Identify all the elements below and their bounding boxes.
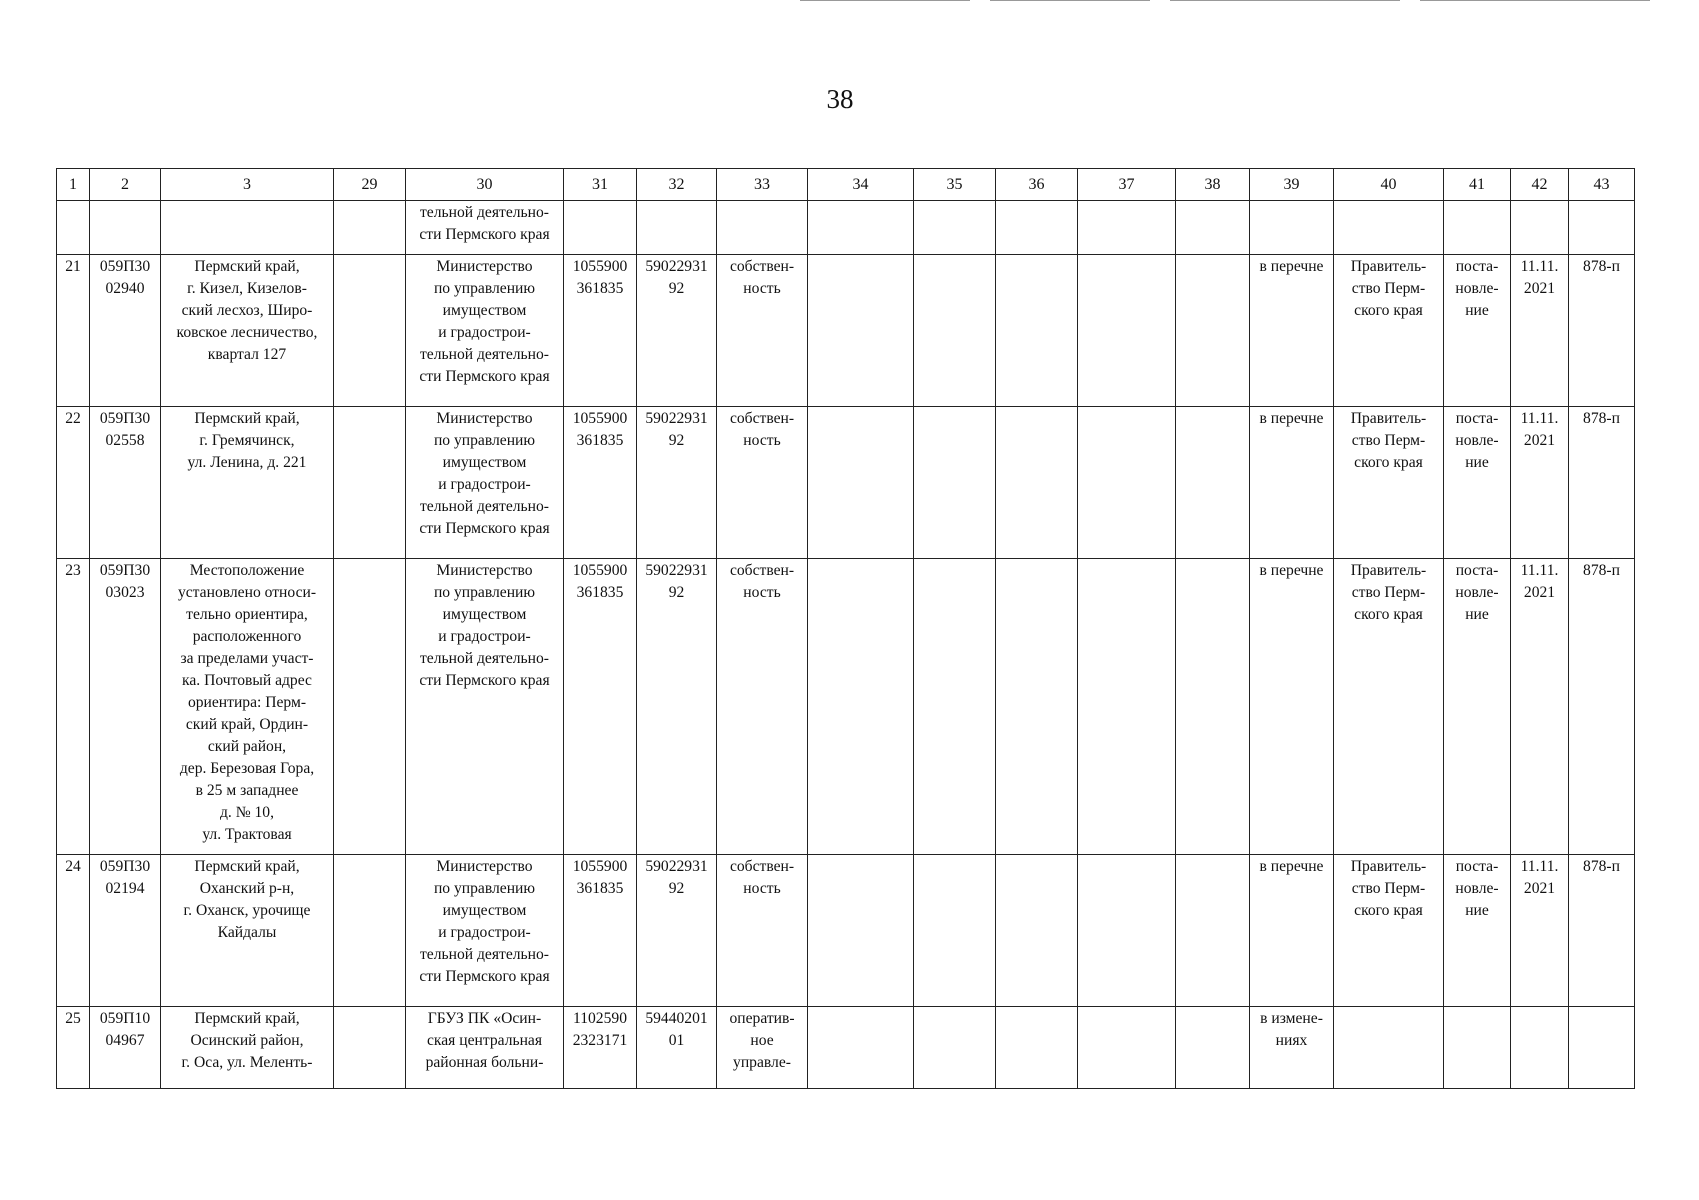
row-number-cell: 22 — [57, 407, 90, 559]
column-header: 3 — [161, 169, 334, 201]
column-header: 2 — [90, 169, 161, 201]
inn-cell: 59022931 92 — [637, 255, 717, 407]
table-cell — [808, 201, 914, 255]
right-type-cell: оператив- ное управле- — [717, 1007, 808, 1089]
table-row — [57, 201, 1635, 255]
authority-cell — [1334, 1007, 1444, 1089]
status-cell: в перечне — [1250, 855, 1334, 1007]
row-number-cell — [57, 201, 90, 255]
registry-number-cell: 059П30 03023 — [90, 559, 161, 855]
document-number-cell — [1569, 201, 1635, 255]
ogrn-cell: 1055900 361835 — [564, 255, 637, 407]
table-cell — [334, 855, 406, 1007]
registry-number-cell — [90, 201, 161, 255]
table-cell — [334, 201, 406, 255]
column-header: 30 — [406, 169, 564, 201]
table-cell — [914, 407, 996, 559]
holder-name-cell: Министерство по управлению имуществом и градострои- тельной деятельно- сти Пермского края — [406, 255, 564, 407]
table-cell — [334, 255, 406, 407]
column-header: 43 — [1569, 169, 1635, 201]
table-cell — [1176, 255, 1250, 407]
register-table — [56, 168, 1635, 1089]
column-header: 42 — [1511, 169, 1569, 201]
scan-edge-line — [1420, 0, 1650, 1]
inn-cell: 59022931 92 — [637, 855, 717, 1007]
table-cell — [1078, 407, 1176, 559]
column-number-row — [57, 169, 1635, 201]
table-cell — [1176, 559, 1250, 855]
column-header: 34 — [808, 169, 914, 201]
table-cell — [914, 1007, 996, 1089]
table-row — [57, 255, 1635, 407]
status-cell: в перечне — [1250, 255, 1334, 407]
table-cell — [996, 201, 1078, 255]
column-header: 31 — [564, 169, 637, 201]
table-row — [57, 855, 1635, 1007]
table-cell — [808, 1007, 914, 1089]
inn-cell: 59440201 01 — [637, 1007, 717, 1089]
table-cell — [1078, 559, 1176, 855]
row-number-cell: 23 — [57, 559, 90, 855]
table-row — [57, 1007, 1635, 1089]
document-date-cell: 11.11. 2021 — [1511, 407, 1569, 559]
registry-number-cell: 059П30 02940 — [90, 255, 161, 407]
table-cell — [996, 559, 1078, 855]
address-cell: Местоположение установлено относи- тельно ориентира, расположенного за пределами участ- ка. Почтовый адрес ориентира: Перм- ский край, Ордин- ский район, дер. Березовая Гора, в 25 м западнее д. № 10, ул. Трактовая — [161, 559, 334, 855]
status-cell — [1250, 201, 1334, 255]
table-cell — [334, 407, 406, 559]
table-cell — [334, 559, 406, 855]
address-cell — [161, 201, 334, 255]
table-cell — [914, 559, 996, 855]
column-header: 32 — [637, 169, 717, 201]
document-number-cell — [1569, 1007, 1635, 1089]
authority-cell: Правитель- ство Перм- ского края — [1334, 559, 1444, 855]
authority-cell: Правитель- ство Перм- ского края — [1334, 255, 1444, 407]
document-type-cell: поста- новле- ние — [1444, 255, 1511, 407]
table-cell — [808, 407, 914, 559]
table-row — [57, 559, 1635, 855]
column-header: 41 — [1444, 169, 1511, 201]
document-number-cell: 878-п — [1569, 559, 1635, 855]
row-number-cell: 25 — [57, 1007, 90, 1089]
right-type-cell — [717, 201, 808, 255]
document-date-cell — [1511, 201, 1569, 255]
column-header: 36 — [996, 169, 1078, 201]
document-number-cell: 878-п — [1569, 255, 1635, 407]
document-type-cell: поста- новле- ние — [1444, 407, 1511, 559]
status-cell: в измене- ниях — [1250, 1007, 1334, 1089]
holder-name-cell: Министерство по управлению имуществом и градострои- тельной деятельно- сти Пермского края — [406, 407, 564, 559]
inn-cell — [637, 201, 717, 255]
table-row — [57, 407, 1635, 559]
scan-edge-line — [990, 0, 1150, 1]
page-number: 38 — [826, 84, 854, 114]
table-cell — [1078, 201, 1176, 255]
address-cell: Пермский край, г. Гремячинск, ул. Ленина, д. 221 — [161, 407, 334, 559]
table-cell — [996, 1007, 1078, 1089]
column-header: 33 — [717, 169, 808, 201]
holder-name-cell: Министерство по управлению имуществом и градострои- тельной деятельно- сти Пермского края — [406, 559, 564, 855]
authority-cell — [1334, 201, 1444, 255]
table-cell — [1176, 1007, 1250, 1089]
table-cell — [1078, 1007, 1176, 1089]
ogrn-cell: 1102590 2323171 — [564, 1007, 637, 1089]
authority-cell: Правитель- ство Перм- ского края — [1334, 855, 1444, 1007]
table-cell — [1176, 407, 1250, 559]
registry-number-cell: 059П30 02194 — [90, 855, 161, 1007]
right-type-cell: собствен- ность — [717, 255, 808, 407]
table-cell — [334, 1007, 406, 1089]
registry-number-cell: 059П10 04967 — [90, 1007, 161, 1089]
document-type-cell — [1444, 201, 1511, 255]
column-header: 1 — [57, 169, 90, 201]
scan-edge-line — [1170, 0, 1400, 1]
status-cell: в перечне — [1250, 559, 1334, 855]
table-cell — [1176, 201, 1250, 255]
ogrn-cell — [564, 201, 637, 255]
column-header: 35 — [914, 169, 996, 201]
column-header: 40 — [1334, 169, 1444, 201]
right-type-cell: собствен- ность — [717, 855, 808, 1007]
column-header: 39 — [1250, 169, 1334, 201]
row-number-cell: 21 — [57, 255, 90, 407]
address-cell: Пермский край, Оханский р-н, г. Оханск, урочище Кайдалы — [161, 855, 334, 1007]
right-type-cell: собствен- ность — [717, 407, 808, 559]
column-header: 37 — [1078, 169, 1176, 201]
table-cell — [808, 559, 914, 855]
document-type-cell: поста- новле- ние — [1444, 559, 1511, 855]
document-date-cell: 11.11. 2021 — [1511, 559, 1569, 855]
document-date-cell: 11.11. 2021 — [1511, 855, 1569, 1007]
table-cell — [808, 255, 914, 407]
document-date-cell — [1511, 1007, 1569, 1089]
document-date-cell: 11.11. 2021 — [1511, 255, 1569, 407]
table-cell — [914, 201, 996, 255]
status-cell: в перечне — [1250, 407, 1334, 559]
registry-number-cell: 059П30 02558 — [90, 407, 161, 559]
document-number-cell: 878-п — [1569, 855, 1635, 1007]
inn-cell: 59022931 92 — [637, 559, 717, 855]
row-number-cell: 24 — [57, 855, 90, 1007]
column-header: 38 — [1176, 169, 1250, 201]
ogrn-cell: 1055900 361835 — [564, 855, 637, 1007]
table-cell — [996, 255, 1078, 407]
holder-name-cell: Министерство по управлению имуществом и градострои- тельной деятельно- сти Пермского края — [406, 855, 564, 1007]
table-cell — [808, 855, 914, 1007]
authority-cell: Правитель- ство Перм- ского края — [1334, 407, 1444, 559]
holder-name-cell: тельной деятельно- сти Пермского края — [406, 201, 564, 255]
table-cell — [1078, 855, 1176, 1007]
table-cell — [1078, 255, 1176, 407]
table-cell — [914, 855, 996, 1007]
document-type-cell: поста- новле- ние — [1444, 855, 1511, 1007]
inn-cell: 59022931 92 — [637, 407, 717, 559]
holder-name-cell: ГБУЗ ПК «Осин- ская центральная районная больни- — [406, 1007, 564, 1089]
table-cell — [996, 407, 1078, 559]
table-cell — [914, 255, 996, 407]
ogrn-cell: 1055900 361835 — [564, 407, 637, 559]
table-cell — [1176, 855, 1250, 1007]
address-cell: Пермский край, Осинский район, г. Оса, ул. Меленть- — [161, 1007, 334, 1089]
table-cell — [996, 855, 1078, 1007]
ogrn-cell: 1055900 361835 — [564, 559, 637, 855]
document-number-cell: 878-п — [1569, 407, 1635, 559]
address-cell: Пермский край, г. Кизел, Кизелов- ский лесхоз, Широ- ковское лесничество, квартал 127 — [161, 255, 334, 407]
document-type-cell — [1444, 1007, 1511, 1089]
scan-edge-line — [800, 0, 970, 1]
right-type-cell: собствен- ность — [717, 559, 808, 855]
column-header: 29 — [334, 169, 406, 201]
